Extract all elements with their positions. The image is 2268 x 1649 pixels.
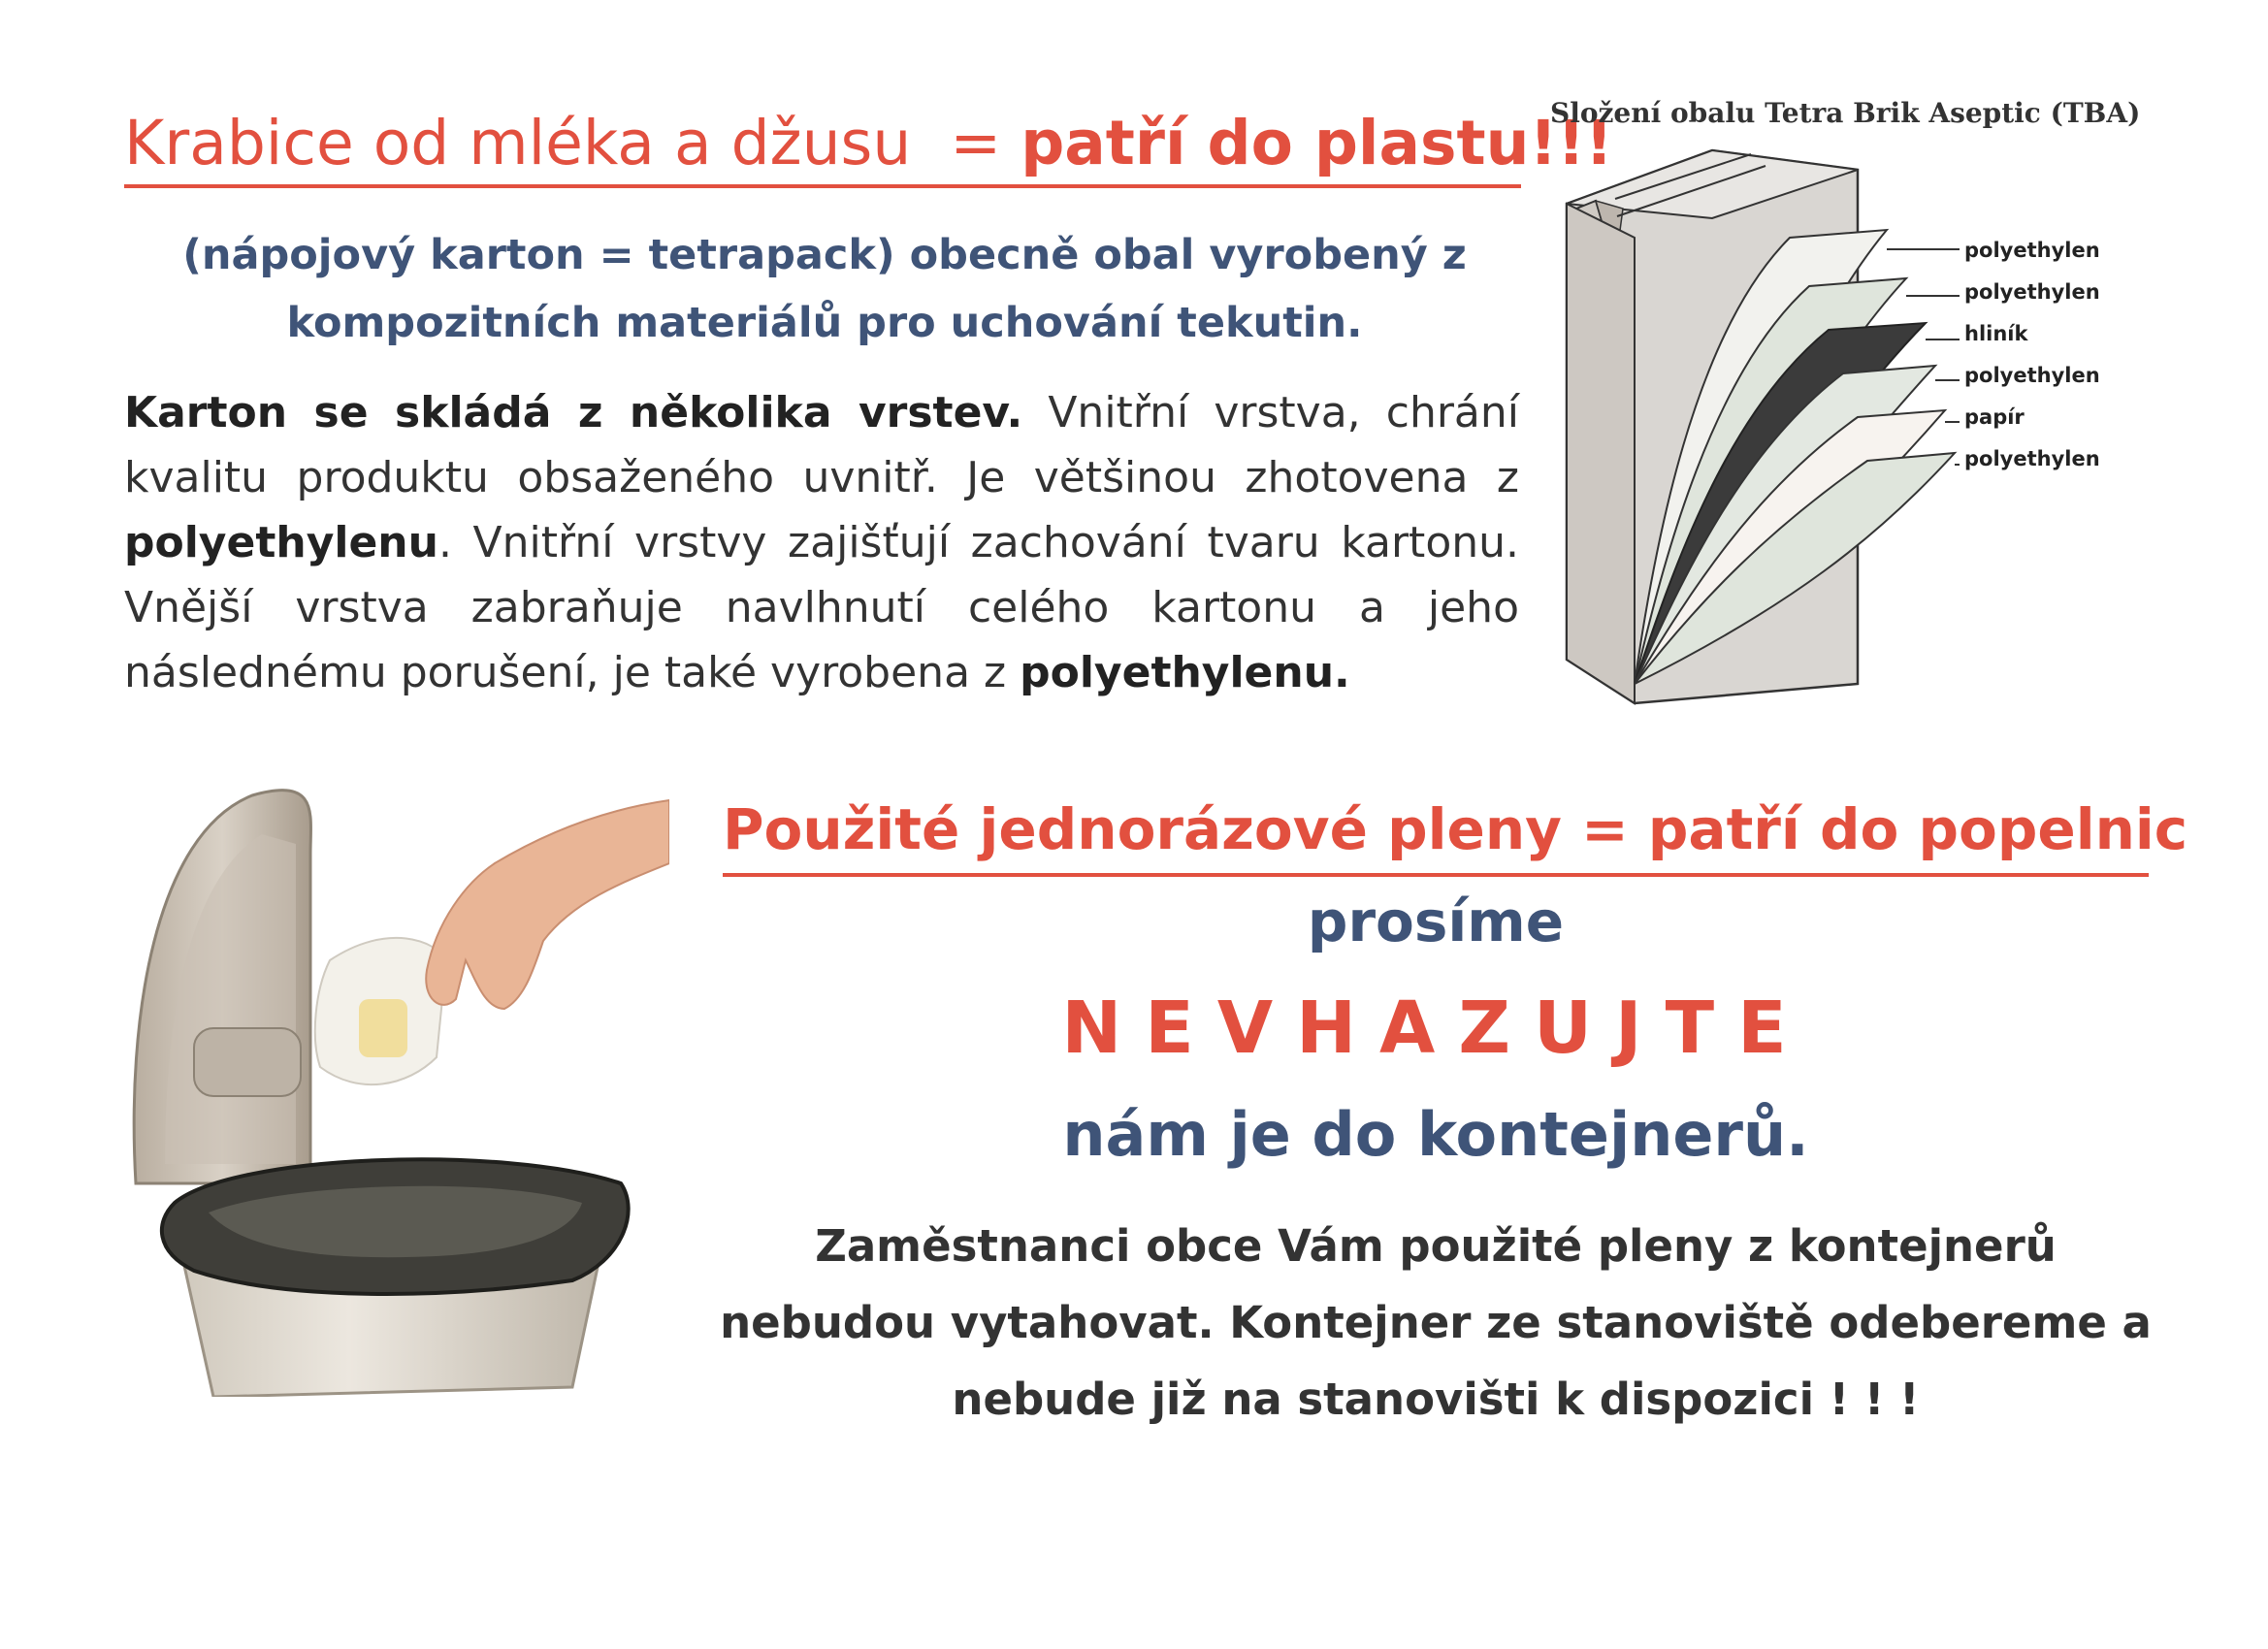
carton-paragraph — [124, 380, 1519, 705]
text-nevhazujte: NEVHAZUJTE — [1061, 986, 1810, 1070]
heading-carton-normal: Krabice od mléka a džusu = — [124, 108, 1021, 178]
tetra-brik-diagram — [1557, 141, 2158, 713]
diagram-title: Složení obalu Tetra Brik Aseptic (TBA) — [1550, 97, 2141, 129]
paragraph-run: . Vnitřní vrstvy zajišťují zachování tvaru kartonu. Vnější vrstva zabraňuje navlhnutí celého kartonu a jeho následnému porušení, je také vyrobena z — [124, 518, 1519, 697]
paragraph-bold-run: polyethylenu. — [1020, 648, 1350, 697]
heading-diapers: Použité jednorázové pleny = patří do popelnic — [723, 786, 2149, 877]
heading-carton-bold: patří do plastu!!! — [1021, 108, 1613, 178]
diaper-bin-photo — [116, 776, 669, 1397]
layer-label: polyethylen — [1964, 447, 2100, 470]
final-notice: Zaměstnanci obce Vám použité pleny z kontejnerů nebudou vytahovat. Kontejner ze stanoviště odebereme a nebude již na stanovišti k dispozici ! ! ! — [720, 1220, 2152, 1425]
text-kontejneru: nám je do kontejnerů. — [1062, 1099, 1809, 1170]
carton-subtitle: (nápojový karton = tetrapack) obecně obal vyrobený z kompozitních materiálů pro uchování tekutin. — [182, 231, 1467, 347]
heading-carton — [124, 105, 1613, 188]
paragraph-run: Vnitřní vrstva, chrání kvalitu produktu obsaženého uvnitř. Je většinou zhotovena z — [124, 388, 1519, 502]
layer-label: polyethylen — [1964, 239, 2100, 262]
text-prosime: prosíme — [1307, 889, 1565, 954]
paragraph-bold-run: polyethylenu — [124, 518, 438, 567]
layer-label: papír — [1964, 405, 2025, 429]
layer-label: hliník — [1964, 322, 2028, 345]
layer-label: polyethylen — [1964, 280, 2100, 304]
paragraph-bold-run: Karton se skládá z několika vrstev. — [124, 388, 1023, 437]
layer-label: polyethylen — [1964, 364, 2100, 387]
layer-labels — [1964, 239, 2100, 470]
